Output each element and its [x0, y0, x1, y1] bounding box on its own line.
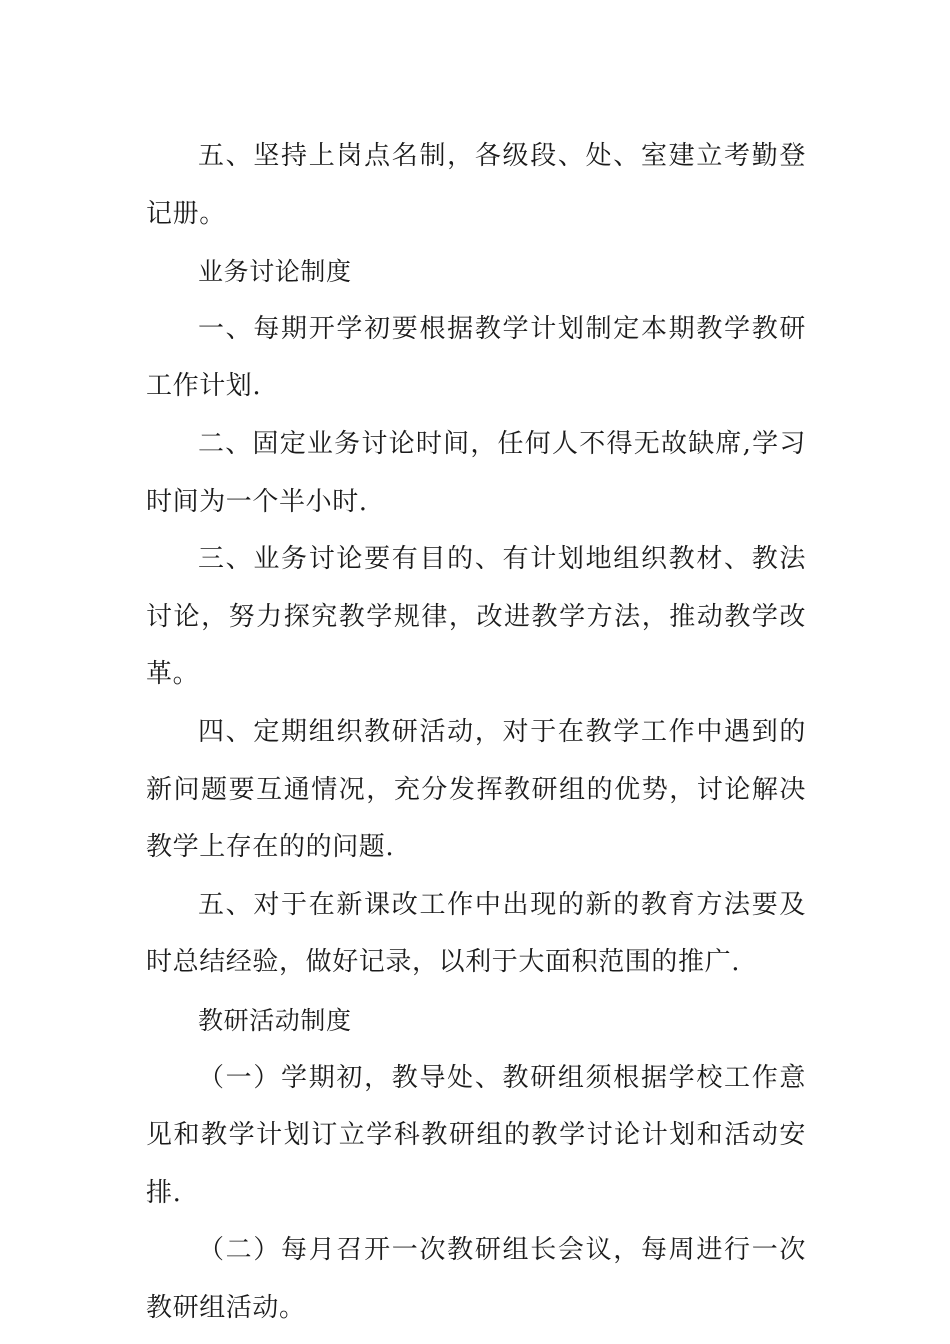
- section-heading-business-discussion: 业务讨论制度: [198, 257, 352, 287]
- section-heading-teaching-research: 教研活动制度: [198, 1005, 352, 1035]
- paragraph-research-item-2: （二）每月召开一次教研组长会议，每周进行一次教研组活动。: [146, 1235, 806, 1323]
- paragraph-discussion-item-1: 一、每期开学初要根据教学计划制定本期教学教研工作计划.: [146, 313, 806, 402]
- paragraph-research-item-1: （一）学期初，教导处、教研组须根据学校工作意见和教学计划订立学科教研组的教学讨论计划和活动安排.: [146, 1062, 806, 1208]
- paragraph-discussion-item-5: 五、对于在新课改工作中出现的新的教育方法要及时总结经验，做好记录，以利于大面积范围的推广.: [146, 889, 806, 978]
- document-body: [146, 128, 806, 1337]
- paragraph-discussion-item-4: 四、定期组织教研活动，对于在教学工作中遇到的新问题要互通情况，充分发挥教研组的优势，讨论解决教学上存在的的问题.: [146, 716, 806, 863]
- paragraph-discussion-item-3: 三、业务讨论要有目的、有计划地组织教材、教法讨论，努力探究教学规律，改进教学方法，推动教学改革。: [146, 544, 806, 690]
- paragraph-discussion-item-2: 二、固定业务讨论时间，任何人不得无故缺席,学习时间为一个半小时.: [146, 428, 806, 517]
- paragraph-attendance-register: 五、坚持上岗点名制，各级段、处、室建立考勤登记册。: [146, 141, 806, 229]
